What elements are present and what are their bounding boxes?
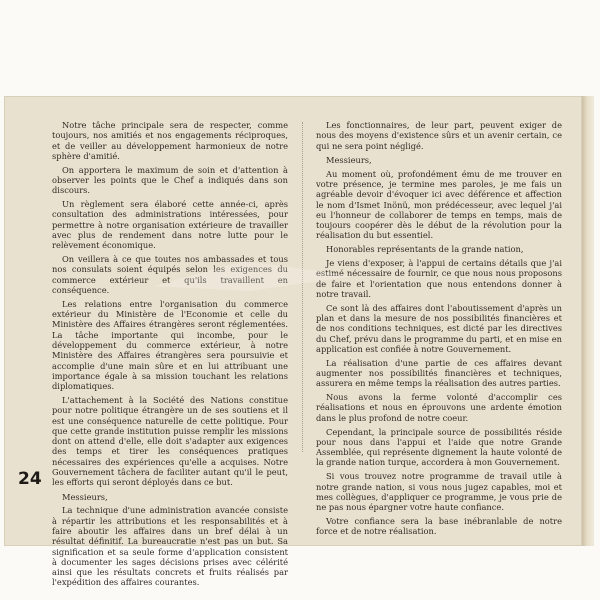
paragraph: Ce sont là des affaires dont l'aboutissement d'après un plan et dans la mesure de nos possibilités financières et de nos conditions techniques, est dicté par les directives du Chef, prévu dans le programme du parti, et en mise en application est confiée à notre Gouvernement. — [316, 302, 562, 354]
paragraph: Nous avons la ferme volonté d'accomplir ces réalisations et nous en éprouvons une ardente émotion dans le plus profond de notre coeur. — [316, 392, 562, 423]
paragraph: On veillera à ce que toutes nos ambassades et tous nos consulats soient équipés selon les exigences du commerce extérieur et qu'ils travaillent en conséquence. — [52, 254, 288, 295]
paragraph: Votre confiance sera la base inébranlable de notre force et de notre réalisation. — [316, 515, 562, 537]
paragraph: Honorables représentants de la grande nation, — [326, 244, 524, 255]
paragraph: Je viens d'exposer, à l'appui de certains détails que j'ai estimé nécessaire de fournir, ce que nous nous proposons de faire et l'orientation que nous entendons donner à notre travail. — [316, 258, 562, 299]
salutation: Messieurs, — [62, 491, 108, 502]
salutation: Messieurs, — [326, 154, 372, 165]
paragraph: Cependant, la principale source de possibilités réside pour nous dans l'appui et l'aide que notre Grande Assemblée, qui représente dignement la haute volonté de la grande nation turque, accordera à mon Gouvernement. — [316, 426, 562, 468]
right-text-column — [316, 120, 562, 540]
paragraph: Si vous trouvez notre programme de travail utile à notre grande nation, si vous nous jugez capables, moi et mes collègues, d'appliquer ce programme, je vous prie de ne pas nous épargner votre haute confiance. — [316, 471, 562, 513]
page-number: 24 — [18, 469, 42, 489]
paragraph: Les fonctionnaires, de leur part, peuvent exiger de nous des moyens d'existence sûrs et un avenir certain, ce qui ne sera point négligé. — [316, 120, 562, 151]
paragraph: Au moment où, profondément ému de me trouver en votre présence, je termine mes paroles, je me fais un agréable devoir d'évoquer ici avec déférence et affection le nom d'Ismet Inönü, mon prédécesseur, avec lequel j'ai eu l'honneur de collaborer de temps en temps, mais de toujours coopérer dès le début de la révolution pour la réalisation du but essentiel. — [316, 168, 562, 241]
paragraph: Les relations entre l'organisation du commerce extérieur du Ministère de l'Economie et celle du Ministère des Affaires étrangères seront réglementées. La tâche importante qui incombe, pour le développement du commerce extérieur, à notre Ministère des Affaires étrangères sera poursuivie et accomplie d'une main sûre et en lui attribuant une importance égale à sa mission touchant les relations diplomatiques. — [52, 298, 288, 392]
paragraph: L'attachement à la Société des Nations constitue pour notre politique étrangère un de ses soutiens et il est une conséquence naturelle de cette politique. Pour que cette grande institution puisse remplir les missions dont on attend d'elle, elle doit s'adapter aux exigences des temps et tirer les conséquences pratiques nécessaires des expériences qu'elle a acquises. Notre Gouvernement tâchera de faciliter autant qu'il le peut, les efforts qui seront déployés dans ce but. — [52, 394, 288, 488]
book-page — [4, 96, 582, 588]
paragraph: On apportera le maximum de soin et d'attention à observer les points que le Chef a indiqués dans son discours. — [52, 164, 288, 196]
paragraph: La réalisation d'une partie de ces affaires devant augmenter nos possibilités financières et techniques, assurera en même temps la réalisation des autres parties. — [316, 357, 562, 389]
column-divider — [302, 122, 303, 452]
left-text-column — [52, 120, 288, 591]
paragraph: Un règlement sera élaboré cette année-ci, après consultation des administrations intéressées, pour permettre à notre organisation extérieure de travailler avec plus de rendement dans notre lutte pour le relèvement économique. — [52, 199, 288, 251]
paragraph: La technique d'une administration avancée consiste à répartir les attributions et les responsabilités et à faire aboutir les affaires dans un bref délai à un résultat définitif. La bureaucratie n'est pas un but. Sa signification et sa seule forme d'application consistent à documenter les sages décisions prises avec célérité ainsi que les résultats concrets et fruits réalisés par l'expédition des affaires courantes. — [52, 505, 288, 588]
page-edge — [582, 96, 594, 546]
paragraph: Notre tâche principale sera de respecter, comme toujours, nos amitiés et nos engagements réciproques, et de veiller au développement harmonieux de notre sphère d'amitié. — [52, 120, 288, 161]
